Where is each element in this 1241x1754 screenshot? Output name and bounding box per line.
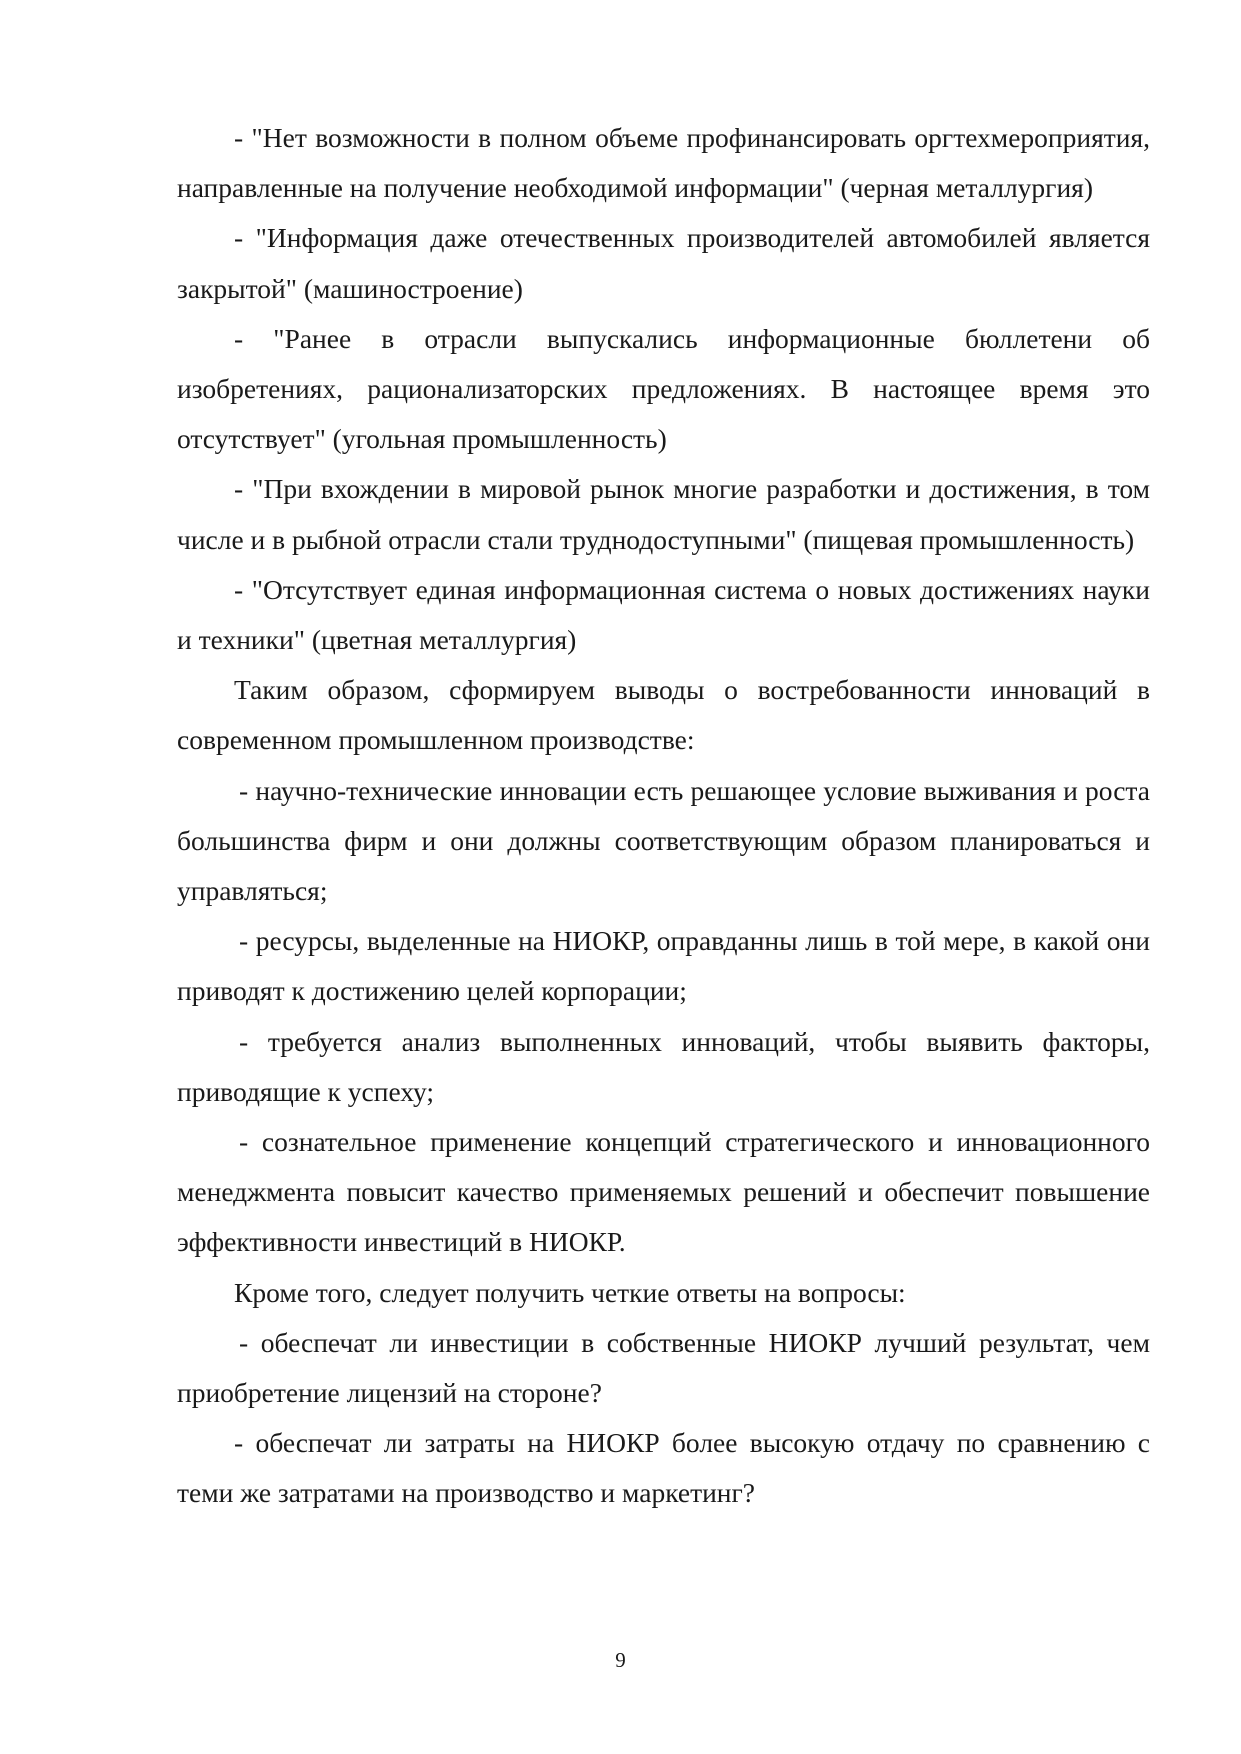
list-item-management-concepts: - сознательное применение концепций стратегического и инновационного менеджмента повысит качество применяемых решений и обеспечит повышение эффективности инвестиций в НИОКР.	[177, 1126, 1150, 1258]
list-item-analysis-required: - требуется анализ выполненных инноваций, чтобы выявить факторы, приводящие к успеху;	[177, 1025, 1150, 1107]
paragraph-ferrous-metallurgy: - "Нет возможности в полном объеме профинансировать оргтехмероприятия, направленные на получение необходимой информации" (черная металлургия)	[177, 122, 1150, 204]
paragraph-machine-building: - "Информация даже отечественных производителей автомобилей является закрытой" (машиностроение)	[177, 222, 1150, 304]
list-item-innovations-condition: - научно-технические инновации есть решающее условие выживания и роста большинства фирм и они должны соответствующим образом планироваться и управляться;	[177, 774, 1150, 907]
paragraph-questions-intro: Кроме того, следует получить четкие ответы на вопросы:	[234, 1276, 906, 1308]
list-item-question-licenses: - обеспечат ли инвестиции в собственные НИОКР лучший результат, чем приобретение лицензий на стороне?	[177, 1326, 1150, 1409]
page-number: 9	[615, 1648, 626, 1672]
paragraph-conclusions-intro: Таким образом, сформируем выводы о востребованности инноваций в современном промышленном производстве:	[177, 674, 1150, 756]
paragraph-coal-industry: - "Ранее в отрасли выпускались информационные бюллетени об изобретениях, рационализаторских предложениях. В настоящее время это отсутствует" (угольная промышленность)	[177, 322, 1150, 455]
paragraph-food-industry: - "При вхождении в мировой рынок многие разработки и достижения, в том числе и в рыбной отрасли стали труднодоступными" (пищевая промышленность)	[177, 473, 1150, 555]
list-item-question-returns: - обеспечат ли затраты на НИОКР более высокую отдачу по сравнению с теми же затратами на производство и маркетинг?	[177, 1427, 1150, 1509]
page-body	[177, 113, 1150, 1519]
list-item-rnd-resources: - ресурсы, выделенные на НИОКР, оправданны лишь в той мере, в какой они приводят к достижению целей корпорации;	[177, 925, 1150, 1007]
paragraph-nonferrous-metallurgy: - "Отсутствует единая информационная система о новых достижениях науки и техники" (цветная металлургия)	[177, 573, 1150, 656]
